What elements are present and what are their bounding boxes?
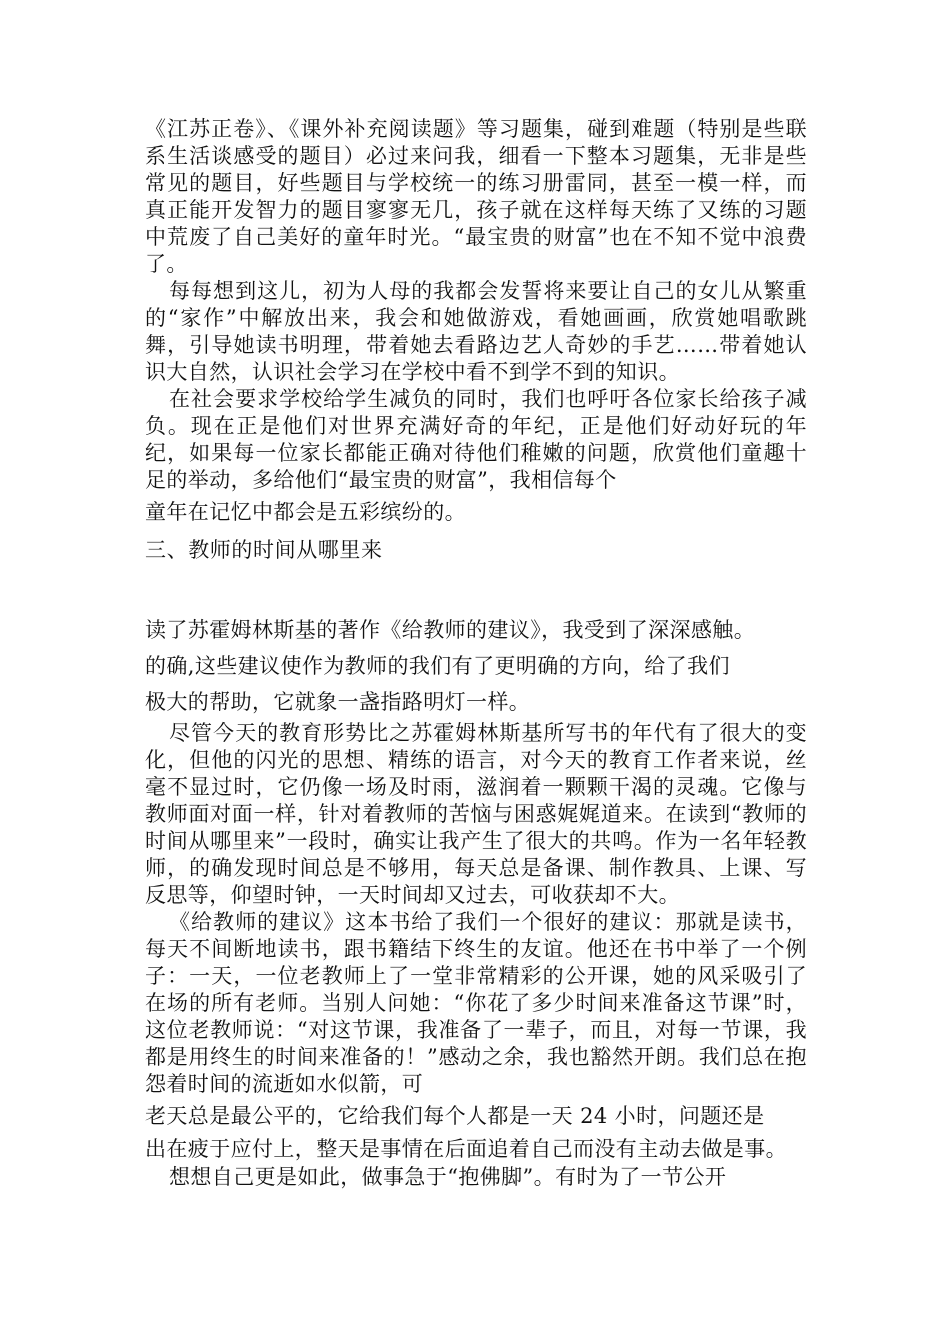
paragraph-book-intro-line3: 极大的帮助，它就象一盏指路明灯一样。 bbox=[145, 690, 531, 714]
section-heading: 三、教师的时间从哪里来 bbox=[145, 538, 383, 562]
paragraph-reduce-burden: 在社会要求学校给学生减负的同时，我们也呼吁各位家长给孩子减负。现在正是他们对世界充满好奇的年纪，正是他们好动好玩的年纪，如果每一位家长都能正确对待他们稚嫩的问题，欣赏他们童趣十足的举动，多给他们“最宝贵的财富”，我相信每个 bbox=[145, 387, 807, 492]
paragraph-advice-reading-line2: 老天总是最公平的，它给我们每个人都是一天 24 小时，问题还是 bbox=[145, 1104, 765, 1128]
paragraph-education-situation: 尽管今天的教育形势比之苏霍姆林斯基所写书的年代有了很大的变化，但他的闪光的思想、精练的语言，对今天的教育工作者来说，丝毫不显过时，它仍像一场及时雨，滋润着一颗颗干渴的灵魂。它像与教师面对面一样，针对着教师的苦恼与困惑娓娓道来。在读到“教师的时间从哪里来”一段时，确实让我产生了很大的共鸣。作为一名年轻教师，的确发现时间总是不够用，每天总是备课、制作教具、上课、写反思等，仰望时钟，一天时间却又过去，可收获却不大。 bbox=[145, 721, 807, 907]
paragraph-exercise-books: 《江苏正卷》、《课外补充阅读题》等习题集，碰到难题（特别是些联系生活谈感受的题目）必过来问我，细看一下整本习题集，无非是些常见的题目，好些题目与学校统一的练习册雷同，甚至一模一样，而真正能开发智力的题目寥寥无几，孩子就在这样每天练了又练的习题中荒废了自己美好的童年时光。“最宝贵的财富”也在不知不觉中浪费了。 bbox=[145, 117, 807, 276]
paragraph-advice-reading: 《给教师的建议》这本书给了我们一个很好的建议：那就是读书，每天不间断地读书，跟书籍结下终生的友谊。他还在书中举了一个例子：一天，一位老教师上了一堂非常精彩的公开课，她的风采吸引了在场的所有老师。当别人问她：“你花了多少时间来准备这节课”时，这位老教师说：“对这节课，我准备了一辈子，而且，对每一节课，我都是用终生的时间来准备的！”感动之余，我也豁然开朗。我们总在抱怨着时间的流逝如水似箭，可 bbox=[145, 910, 807, 1096]
paragraph-advice-reading-end: 出在疲于应付上，整天是事情在后面追着自己而没有主动去做是事。 bbox=[145, 1137, 787, 1161]
blank-space bbox=[145, 568, 807, 612]
document-body bbox=[145, 116, 807, 1191]
paragraph-book-intro-line1: 读了苏霍姆林斯基的著作《给教师的建议》，我受到了深深感触。 bbox=[145, 618, 756, 642]
paragraph-reflection: 想想自己更是如此，做事急于“抱佛脚”。有时为了一节公开 bbox=[169, 1165, 727, 1189]
paragraph-mother-vow: 每每想到这儿，初为人母的我都会发誓将来要让自己的女儿从繁重的“家作”中解放出来，我会和她做游戏，看她画画，欣赏她唱歌跳舞，引导她读书明理，带着她去看路边艺人奇妙的手艺……带着她认识大自然，认识社会学习在学校中看不到学不到的知识。 bbox=[145, 279, 807, 384]
paragraph-book-intro-line2: 的确,这些建议使作为教师的我们有了更明确的方向，给了我们 bbox=[145, 654, 730, 678]
paragraph-reduce-burden-end: 童年在记忆中都会是五彩缤纷的。 bbox=[145, 500, 466, 524]
